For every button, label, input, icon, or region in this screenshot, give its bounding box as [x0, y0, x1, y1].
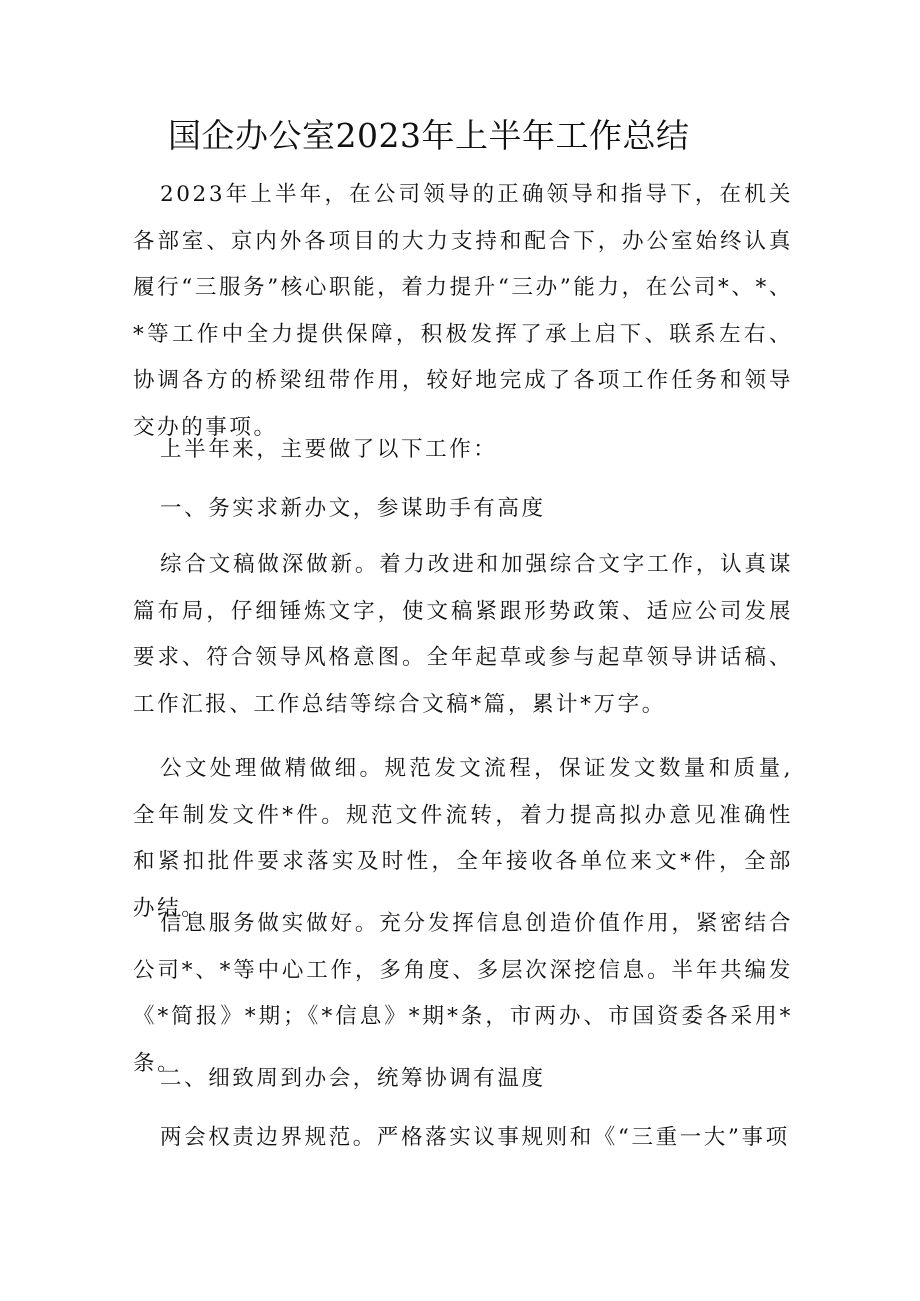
section-2-heading: 二、细致周到办会，统筹协调有温度 — [160, 1066, 546, 1091]
document-title: 国企办公室2023年上半年工作总结 — [168, 116, 690, 155]
summary-lead: 上半年来，主要做了以下工作： — [160, 437, 498, 462]
section-2-paragraph-1: 两会权责边界规范。严格落实议事规则和《“三重一大”事项 — [160, 1125, 790, 1150]
section-1-heading: 一、务实求新办文，参谋助手有高度 — [160, 496, 546, 521]
section-1-paragraph-3: 信息服务做实做好。充分发挥信息创造价值作用，紧密结合公司*、*等中心工作，多角度、多层次深挖信息。半年共编发《*简报》*期；《*信息》*期*条，市两办、市国资委各采用*条。 — [133, 911, 793, 1076]
section-1-paragraph-2: 公文处理做精做细。规范发文流程，保证发文数量和质量,全年制发文件*件。规范文件流转，着力提高拟办意见准确性和紧扣批件要求落实及时性，全年接收各单位来文*件，全部办结。 — [133, 756, 793, 921]
section-1-paragraph-1: 综合文稿做深做新。着力改进和加强综合文字工作，认真谋篇布局，仔细锤炼文字，使文稿紧跟形势政策、适应公司发展要求、符合领导风格意图。全年起草或参与起草领导讲话稿、工作汇报、工作总结等综合文稿*篇，累计*万字。 — [133, 552, 793, 717]
intro-paragraph: 2023年上半年，在公司领导的正确领导和指导下，在机关各部室、京内外各项目的大力支持和配合下，办公室始终认真履行“三服务”核心职能，着力提升“三办”能力，在公司*、*、*等工作中全力提供保障，积极发挥了承上启下、联系左右、协调各方的桥梁纽带作用，较好地完成了各项工作任务和领导交办的事项。 — [133, 182, 793, 440]
